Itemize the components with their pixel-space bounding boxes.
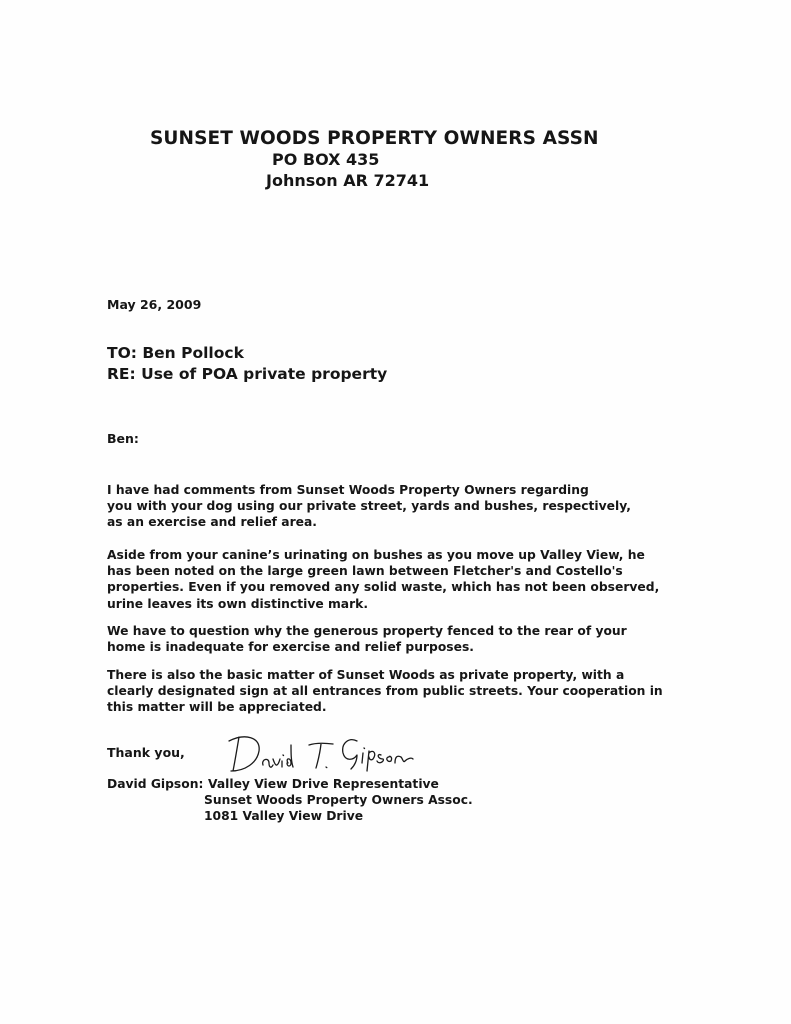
paragraph-line: There is also the basic matter of Sunset Woods as private property, with a <box>107 668 625 682</box>
paragraph-line: has been noted on the large green lawn between Fletcher's and Costello's <box>107 564 623 579</box>
to-line: TO: Ben Pollock <box>107 344 244 362</box>
paragraph-line: as an exercise and relief area. <box>107 515 317 530</box>
letterhead-org-name: SUNSET WOODS PROPERTY OWNERS ASSN <box>150 128 599 149</box>
paragraph-line: home is inadequate for exercise and relief purposes. <box>107 640 474 655</box>
letterhead-po-box: PO BOX 435 <box>272 150 380 169</box>
body-paragraph-2 <box>107 547 659 612</box>
signer-organization: Sunset Woods Property Owners Assoc. <box>204 793 473 807</box>
paragraph-line: I have had comments from Sunset Woods Property Owners regarding <box>107 483 589 497</box>
paragraph-line: you with your dog using our private street, yards and bushes, respectively, <box>107 499 631 514</box>
signer-address: 1081 Valley View Drive <box>204 809 364 823</box>
signer-title: Valley View Drive Representative <box>208 777 439 791</box>
paragraph-line: urine leaves its own distinctive mark. <box>107 596 368 611</box>
paragraph-line: this matter will be appreciated. <box>107 700 327 715</box>
letterhead-city-state: Johnson AR 72741 <box>266 171 430 190</box>
letter-date: May 26, 2009 <box>107 297 202 312</box>
re-line: RE: Use of POA private property <box>107 365 388 383</box>
paragraph-line: clearly designated sign at all entrances from public streets. Your cooperation in <box>107 684 663 699</box>
body-paragraph-3 <box>107 623 627 655</box>
handwritten-signature <box>225 725 425 777</box>
signer-name: David Gipson: <box>107 777 204 791</box>
paragraph-line: We have to question why the generous property fenced to the rear of your <box>107 624 627 638</box>
closing: Thank you, <box>107 745 185 760</box>
body-paragraph-4 <box>107 667 663 716</box>
salutation: Ben: <box>107 431 139 446</box>
body-paragraph-1 <box>107 482 631 531</box>
paragraph-line: properties. Even if you removed any solid waste, which has not been observed, <box>107 580 660 595</box>
paragraph-line: Aside from your canine’s urinating on bushes as you move up Valley View, he <box>107 548 645 562</box>
